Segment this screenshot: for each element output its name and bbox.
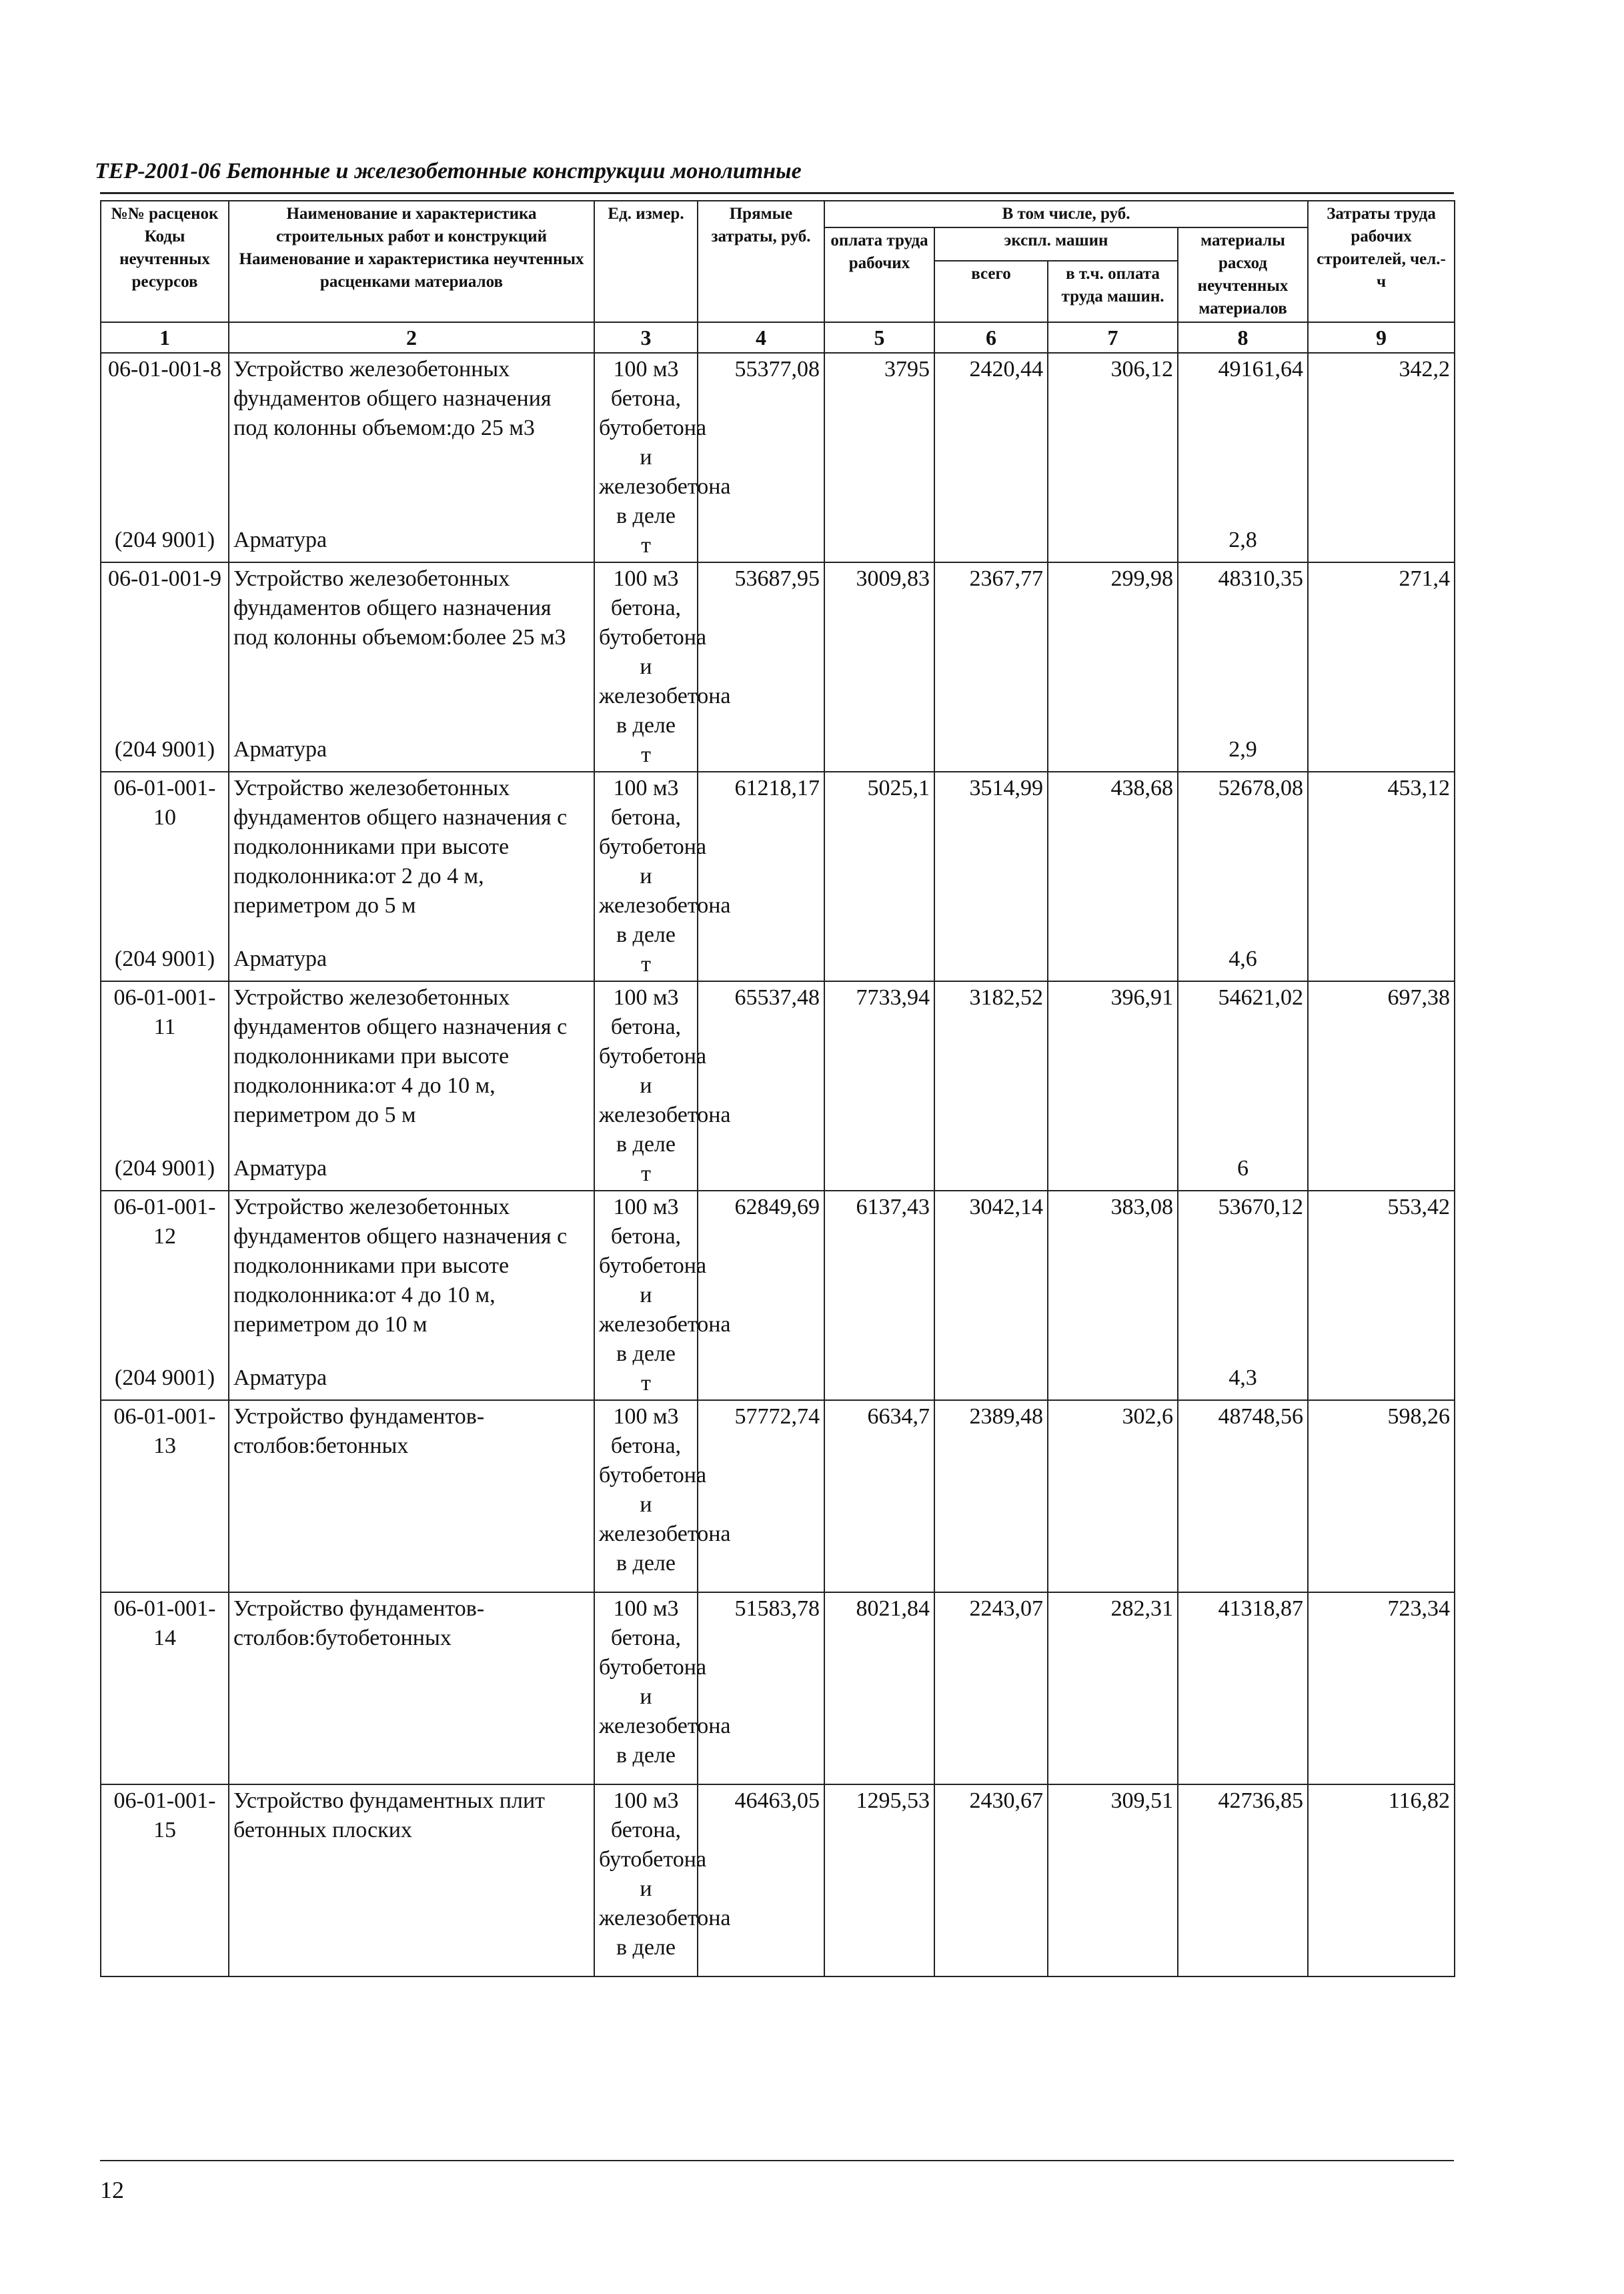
resource-name: Арматура (233, 1156, 327, 1181)
materials-cell (1178, 353, 1308, 562)
work-name-cell (229, 981, 594, 1191)
direct-cost: 51583,78 (698, 1592, 824, 1784)
table-row (101, 981, 1455, 1191)
machines-labor: 306,12 (1048, 353, 1178, 562)
machines-labor: 302,6 (1048, 1400, 1178, 1592)
unit-cell (594, 1592, 731, 1784)
work-name: Устройство железобетонных фундаментов общего назначения с подколонниками при высоте подколонника:от 2 до 4 м, периметром до 5 м (233, 776, 568, 918)
col2-header-top: Наименование и характеристика строительных работ и конструкций (275, 205, 548, 245)
machines-total: 3514,99 (934, 772, 1048, 981)
table-head (101, 201, 1455, 353)
table-row (101, 1400, 1455, 1592)
labor-hours: 697,38 (1308, 981, 1455, 1191)
work-name: Устройство фундаментных плит бетонных плоских (233, 1788, 546, 1842)
machines-labor: 396,91 (1048, 981, 1178, 1191)
machines-labor: 383,08 (1048, 1191, 1178, 1400)
materials-cost: 52678,08 (1218, 776, 1304, 800)
materials-cost: 48310,35 (1218, 566, 1304, 591)
col6-header: всего (934, 261, 1048, 322)
materials-cell (1178, 981, 1308, 1191)
table-body (101, 353, 1455, 1976)
materials-cell (1178, 1592, 1308, 1784)
col1-header-bottom: Коды неучтенных ресурсов (119, 227, 210, 291)
work-name: Устройство железобетонных фундаментов общего назначения под колонны объемом:более 25 м3 (233, 566, 566, 650)
rate-code: 06-01-001-10 (113, 776, 216, 830)
unit-text: 100 м3 бетона, бутобетона и железобетона в деле (599, 985, 731, 1157)
rate-code: 06-01-001-9 (108, 566, 221, 591)
page-number: 12 (100, 2177, 124, 2203)
rate-code: 06-01-001-15 (113, 1788, 216, 1842)
unit-text: 100 м3 бетона, бутобетона и железобетона в деле (599, 566, 731, 738)
resource-code: (204 9001) (114, 737, 215, 762)
machines-labor: 309,51 (1048, 1784, 1178, 1976)
machines-header: экспл. машин (934, 227, 1178, 261)
column-number: 3 (594, 322, 698, 353)
group-header: В том числе, руб. (824, 201, 1308, 227)
col5-header: оплата труда рабочих (824, 227, 934, 322)
direct-cost: 65537,48 (698, 981, 824, 1191)
column-number: 6 (934, 322, 1048, 353)
column-number: 8 (1178, 322, 1308, 353)
resource-name: Арматура (233, 528, 327, 552)
materials-cost: 41318,87 (1218, 1596, 1304, 1621)
unit-text: 100 м3 бетона, бутобетона и железобетона в деле (599, 1404, 731, 1576)
footer-rule (100, 2160, 1454, 2161)
rate-code-cell (101, 981, 229, 1191)
col9-header: Затраты труда рабочих строителей, чел.-ч (1308, 201, 1455, 322)
work-name-cell (229, 1784, 594, 1976)
labor-hours: 116,82 (1308, 1784, 1455, 1976)
table-row (101, 562, 1455, 772)
labor-hours: 723,34 (1308, 1592, 1455, 1784)
machines-total: 2367,77 (934, 562, 1048, 772)
materials-cost: 42736,85 (1218, 1788, 1304, 1813)
machines-labor: 282,31 (1048, 1592, 1178, 1784)
direct-cost: 46463,05 (698, 1784, 824, 1976)
col3-header: Ед. измер. (594, 201, 698, 322)
col1-header-top: №№ расценок (111, 205, 219, 223)
resource-quantity: 4,3 (1229, 1365, 1257, 1390)
col8-header-top: материалы (1200, 231, 1285, 249)
rate-code: 06-01-001-13 (113, 1404, 216, 1458)
labor-cost: 3009,83 (824, 562, 934, 772)
column-number: 1 (101, 322, 229, 353)
work-name-cell (229, 562, 594, 772)
table-row (101, 1592, 1455, 1784)
rate-code: 06-01-001-14 (113, 1596, 216, 1650)
rate-code-cell (101, 562, 229, 772)
work-name-cell (229, 353, 594, 562)
unit-text: 100 м3 бетона, бутобетона и железобетона в деле (599, 1788, 731, 1960)
resource-quantity: 2,9 (1229, 737, 1257, 762)
labor-hours: 342,2 (1308, 353, 1455, 562)
unit-cell (594, 353, 731, 562)
resource-name: Арматура (233, 737, 327, 762)
labor-cost: 3795 (824, 353, 934, 562)
materials-cell (1178, 1784, 1308, 1976)
work-name: Устройство фундаментов-столбов:бутобетонных (233, 1596, 485, 1650)
col2-header-bottom: Наименование и характеристика неучтенных расценками материалов (239, 250, 584, 291)
resource-code: (204 9001) (114, 1156, 215, 1181)
work-name: Устройство железобетонных фундаментов общего назначения с подколонниками при высоте подколонника:от 4 до 10 м, периметром до 10 м (233, 1195, 568, 1337)
header-rule (100, 192, 1454, 194)
machines-total: 2389,48 (934, 1400, 1048, 1592)
resource-unit: т (641, 952, 651, 977)
labor-cost: 6634,7 (824, 1400, 934, 1592)
work-name-cell (229, 1191, 594, 1400)
col8-header (1178, 227, 1308, 322)
direct-cost: 55377,08 (698, 353, 824, 562)
materials-cost: 54621,02 (1218, 985, 1304, 1010)
rate-code: 06-01-001-11 (113, 985, 216, 1039)
work-name: Устройство железобетонных фундаментов общего назначения с подколонниками при высоте подколонника:от 4 до 10 м, периметром до 5 м (233, 985, 568, 1127)
labor-cost: 5025,1 (824, 772, 934, 981)
col8-header-bottom: расход неучтенных материалов (1197, 254, 1289, 318)
rate-code: 06-01-001-8 (108, 357, 221, 382)
resource-quantity: 6 (1237, 1156, 1249, 1181)
work-name-cell (229, 1592, 594, 1784)
unit-cell (594, 772, 731, 981)
machines-total: 3182,52 (934, 981, 1048, 1191)
unit-cell (594, 562, 731, 772)
materials-cost: 48748,56 (1218, 1404, 1304, 1429)
labor-cost: 1295,53 (824, 1784, 934, 1976)
column-numbers-row (101, 322, 1455, 353)
rates-table (100, 200, 1455, 1977)
materials-cell (1178, 1191, 1308, 1400)
rate-code-cell (101, 1400, 229, 1592)
resource-quantity: 4,6 (1229, 947, 1257, 971)
labor-cost: 8021,84 (824, 1592, 934, 1784)
unit-text: 100 м3 бетона, бутобетона и железобетона в деле (599, 776, 731, 947)
running-header: ТЕР-2001-06 Бетонные и железобетонные конструкции монолитные (95, 159, 802, 183)
machines-labor: 438,68 (1048, 772, 1178, 981)
rate-code: 06-01-001-12 (113, 1195, 216, 1249)
rate-code-cell (101, 1784, 229, 1976)
machines-labor: 299,98 (1048, 562, 1178, 772)
unit-text: 100 м3 бетона, бутобетона и железобетона в деле (599, 1596, 731, 1768)
rate-code-cell (101, 1191, 229, 1400)
materials-cost: 53670,12 (1218, 1195, 1304, 1219)
col1-header (101, 201, 229, 322)
column-number: 7 (1048, 322, 1178, 353)
direct-cost: 61218,17 (698, 772, 824, 981)
unit-cell (594, 1784, 731, 1976)
resource-unit: т (641, 742, 651, 767)
work-name: Устройство железобетонных фундаментов общего назначения под колонны объемом:до 25 м3 (233, 357, 552, 440)
labor-cost: 7733,94 (824, 981, 934, 1191)
resource-quantity: 2,8 (1229, 528, 1257, 552)
labor-hours: 598,26 (1308, 1400, 1455, 1592)
column-number: 5 (824, 322, 934, 353)
column-number: 2 (229, 322, 594, 353)
machines-total: 2420,44 (934, 353, 1048, 562)
resource-unit: т (641, 1161, 651, 1186)
materials-cell (1178, 1400, 1308, 1592)
resource-unit: т (641, 533, 651, 558)
column-number: 4 (698, 322, 824, 353)
direct-cost: 57772,74 (698, 1400, 824, 1592)
direct-cost: 53687,95 (698, 562, 824, 772)
table-row (101, 353, 1455, 562)
col2-header (229, 201, 594, 322)
work-name-cell (229, 1400, 594, 1592)
rate-code-cell (101, 353, 229, 562)
unit-cell (594, 1400, 731, 1592)
machines-total: 3042,14 (934, 1191, 1048, 1400)
resource-code: (204 9001) (114, 947, 215, 971)
resource-name: Арматура (233, 947, 327, 971)
resource-name: Арматура (233, 1365, 327, 1390)
labor-hours: 553,42 (1308, 1191, 1455, 1400)
table-row (101, 1784, 1455, 1976)
unit-text: 100 м3 бетона, бутобетона и железобетона в деле (599, 357, 731, 528)
direct-cost: 62849,69 (698, 1191, 824, 1400)
resource-code: (204 9001) (114, 1365, 215, 1390)
machines-total: 2243,07 (934, 1592, 1048, 1784)
materials-cell (1178, 772, 1308, 981)
materials-cost: 49161,64 (1218, 357, 1304, 382)
work-name: Устройство фундаментов-столбов:бетонных (233, 1404, 485, 1458)
unit-cell (594, 1191, 731, 1400)
column-number: 9 (1308, 322, 1455, 353)
rate-code-cell (101, 772, 229, 981)
resource-code: (204 9001) (114, 528, 215, 552)
col4-header: Прямые затраты, руб. (698, 201, 824, 322)
resource-unit: т (641, 1371, 651, 1395)
labor-hours: 271,4 (1308, 562, 1455, 772)
table-row (101, 1191, 1455, 1400)
table-row (101, 772, 1455, 981)
unit-cell (594, 981, 731, 1191)
unit-text: 100 м3 бетона, бутобетона и железобетона в деле (599, 1195, 731, 1366)
labor-hours: 453,12 (1308, 772, 1455, 981)
labor-cost: 6137,43 (824, 1191, 934, 1400)
col7-header: в т.ч. оплата труда машин. (1048, 261, 1178, 322)
rate-code-cell (101, 1592, 229, 1784)
work-name-cell (229, 772, 594, 981)
materials-cell (1178, 562, 1308, 772)
machines-total: 2430,67 (934, 1784, 1048, 1976)
